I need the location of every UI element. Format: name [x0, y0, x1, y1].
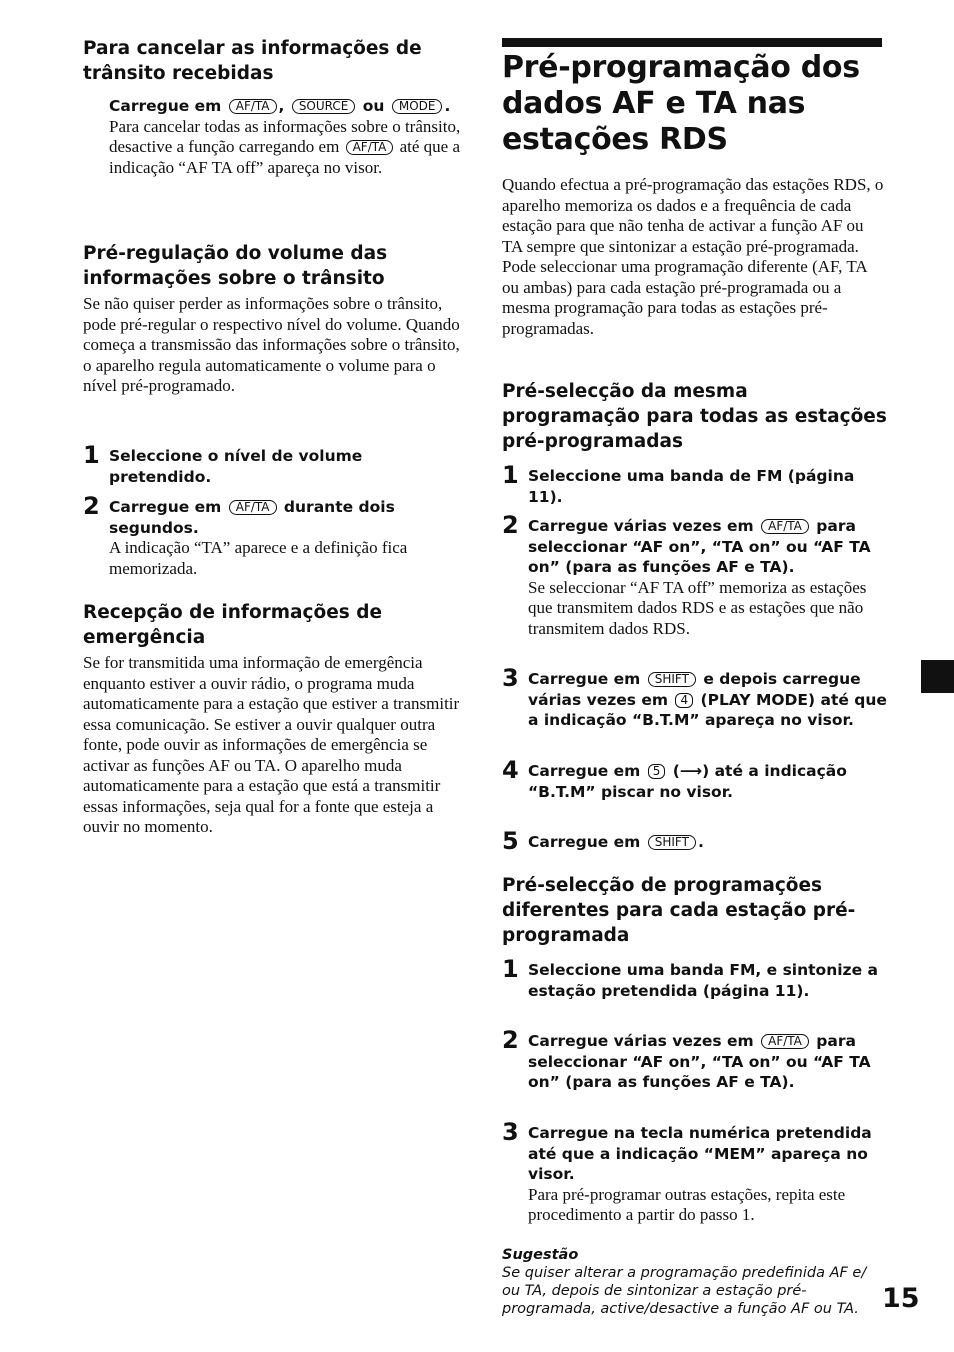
- cancel-body: Para cancelar todas as informações sobre o trânsito, desactive a função carregando em AF/TA até que a indicação “AF TA off” apareça no visor.: [109, 116, 461, 177]
- intro-body: Quando efectua a pré-programação das estações RDS, o aparelho memoriza os dados e a frequência de cada estação para que não tenha de activar a função AF ou TA sempre que sintonizar a estação pré-programada. Pode seleccionar uma programação diferente (AF, TA ou ambas) para cada estação pré-programada ou a mesma programação para todas as estações pré-programadas.: [502, 175, 884, 338]
- step-text: Seleccione uma banda FM, e sintonize a estação pretendida (página 11).: [528, 961, 878, 1000]
- number-5-key: 5: [648, 764, 666, 779]
- step-text: Carregue em 5 (⟶) até a indicação “B.T.M” piscar no visor.: [528, 762, 847, 801]
- page-number: 15: [882, 1283, 920, 1314]
- same-step-5: [502, 829, 887, 853]
- diff-heading: Pré-selecção de programações diferentes para cada estação pré-programada: [502, 875, 856, 946]
- step-number: 2: [502, 1026, 519, 1054]
- step-text: Carregue em AF/TA durante dois segundos.: [109, 498, 395, 537]
- step-text: Carregue várias vezes em AF/TA para seleccionar “AF on”, “TA on” ou “AF TA on” (para as funções AF e TA).: [528, 517, 871, 576]
- diff-section: [502, 873, 887, 948]
- diff-step-1: [502, 957, 887, 1001]
- volume-body: Se não quiser perder as informações sobre o trânsito, pode pré-regular o respectivo nível do volume. Quando começa a transmissão das informações sobre o trânsito, o aparelho regula automaticamente o volume para o nível pré-programado.: [83, 294, 460, 395]
- same-step-4: [502, 758, 887, 802]
- source-key: SOURCE: [292, 99, 356, 114]
- step-number: 5: [502, 827, 519, 855]
- same-step-2: [502, 513, 887, 639]
- step-text: Seleccione o nível de volume pretendido.: [109, 447, 363, 486]
- step-text: Carregue na tecla numérica pretendida até que a indicação “MEM” apareça no visor.: [528, 1124, 872, 1183]
- step-number: 2: [83, 492, 100, 520]
- diff-step-3: [502, 1120, 887, 1226]
- step-body: Para pré-programar outras estações, repita este procedimento a partir do passo 1.: [528, 1184, 846, 1224]
- cancel-instruction: Carregue em AF/TA , SOURCE ou MODE .: [109, 97, 451, 115]
- step-text: Seleccione uma banda de FM (página 11).: [528, 467, 855, 506]
- intro: [502, 175, 885, 339]
- section-tab-marker: [921, 660, 954, 693]
- same-step-3: [502, 666, 887, 731]
- emergency-body: Se for transmitida uma informação de emergência enquanto estiver a ouvir rádio, o programa muda automaticamente para a estação que estiver a transmitir essa comunicação. Se estiver a ouvir qualquer outra fonte, pode ouvir as informações de emergência se activar as funções AF ou TA. O aparelho muda automaticamente para a estação que está a transmitir essas informações, seja qual for a fonte que esteja a ouvir no momento.: [83, 653, 460, 836]
- step-number: 3: [502, 664, 519, 692]
- same-heading: Pré-selecção da mesma programação para todas as estações pré-programadas: [502, 381, 887, 452]
- emergency-section: [83, 600, 468, 838]
- step-number: 1: [502, 461, 519, 489]
- step-text: Carregue em SHIFT e depois carregue várias vezes em 4 (PLAY MODE) até que a indicação “B.T.M” apareça no visor.: [528, 670, 887, 729]
- af-ta-key: AF/TA: [229, 99, 277, 114]
- page-title: Pré-programação dos dados AF e TA nas estações RDS: [502, 50, 860, 157]
- diff-step-2: [502, 1028, 887, 1093]
- same-step-1: [502, 463, 887, 507]
- same-section: [502, 379, 887, 454]
- step-number: 1: [502, 955, 519, 983]
- shift-key: SHIFT: [648, 835, 696, 850]
- cancel-section: [83, 36, 468, 178]
- step-text: Carregue em SHIFT .: [528, 833, 704, 851]
- step-number: 3: [502, 1118, 519, 1146]
- title-rule: [502, 38, 882, 47]
- tip-body: Se quiser alterar a programação predefinida AF e/ ou TA, depois de sintonizar a estação pré-programada, active/desactive a função AF ou TA.: [502, 1265, 867, 1317]
- tip-title: Sugestão: [502, 1247, 579, 1263]
- shift-key: SHIFT: [648, 672, 696, 687]
- volume-section: [83, 241, 468, 397]
- cancel-heading: Para cancelar as informações de trânsito recebidas: [83, 38, 422, 84]
- tip: [502, 1246, 874, 1318]
- step-number: 1: [83, 441, 100, 469]
- af-ta-key: AF/TA: [761, 1034, 809, 1049]
- af-ta-key: AF/TA: [229, 500, 277, 515]
- af-ta-key: AF/TA: [346, 140, 394, 155]
- number-4-key: 4: [675, 693, 693, 708]
- volume-heading: Pré-regulação do volume das informações sobre o trânsito: [83, 243, 388, 289]
- emergency-heading: Recepção de informações de emergência: [83, 602, 382, 648]
- step-body: A indicação “TA” aparece e a definição fica memorizada.: [109, 538, 408, 578]
- step-number: 4: [502, 756, 519, 784]
- volume-step-2: [83, 494, 468, 579]
- step-body: Se seleccionar “AF TA off” memoriza as estações que transmitem dados RDS e as estações que não transmitem dados RDS.: [528, 577, 867, 638]
- step-number: 2: [502, 511, 519, 539]
- step-text: Carregue várias vezes em AF/TA para seleccionar “AF on”, “TA on” ou “AF TA on” (para as funções AF e TA).: [528, 1032, 871, 1091]
- volume-step-1: [83, 443, 468, 487]
- mode-key: MODE: [392, 99, 443, 114]
- af-ta-key: AF/TA: [761, 519, 809, 534]
